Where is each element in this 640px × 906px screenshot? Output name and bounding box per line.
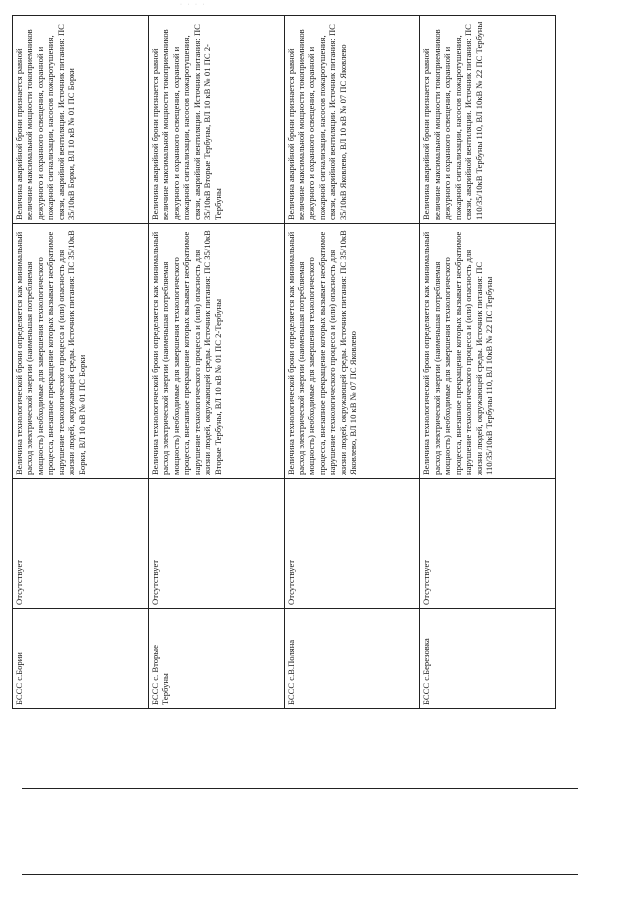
table-row <box>148 16 284 709</box>
cell-object-name: БССС с.Березовка <box>420 609 556 709</box>
cell-object-name: БССС с.В.Поляна <box>284 609 420 709</box>
cell-emergency-reserve: Величина аварийной брони признается равной величине максимальной мощности токоприемников дежурного и охранного освещения, охранной и пожарной сигнализации, насосов пожаротушения, связи, аварийной вентиляции. Источник питания: ПС 110/35/10кВ Тербуны 110, ВЛ 10кВ № 22 ПС Тербуны <box>420 16 556 224</box>
cell-emergency-reserve: Величина аварийной брони признается равной величине максимальной мощности токоприемников дежурного и охранного освещения, охранной и пожарной сигнализации, насосов пожаротушения, связи, аварийной вентиляции. Источник питания: ПС 35/10кВ Яковлево, ВЛ 10 кВ № 07 ПС Яковлево <box>284 16 420 224</box>
cell-tech-reserve: Величина технологической брони определяется как минимальный расход электрической энергии (наименьшая потребляемая мощность) необходимые для завершения технологического процесса, внезапное прекращение которых вызывает необратимое нарушение технологического процесса и (или) опасность для жизни людей, окружающей среды. Источник питания: ПС 35/10кВ Вторые Тербуны, ВЛ 10 кВ № 01 ПС 2-Тербуны <box>148 224 284 479</box>
cell-emergency-reserve: Величина аварийной брони признается равной величине максимальной мощности токоприемников дежурного и охранного освещения, охранной и пожарной сигнализации, насосов пожаротушения, связи, аварийной вентиляции. Источник питания: ПС 35/10кВ Борки, ВЛ 10 кВ № 01 ПС Борки <box>13 16 149 224</box>
cell-tech-status: Отсутствует <box>13 479 149 609</box>
table-row <box>284 16 420 709</box>
divider-line <box>22 788 578 789</box>
rotated-table-container <box>12 16 556 709</box>
cell-emergency-reserve: Величина аварийной брони признается равной величине максимальной мощности токоприемников дежурного и охранного освещения, охранной и пожарной сигнализации, насосов пожаротушения, связи, аварийной вентиляции. Источник питания: ПС 35/10кВ Вторые Тербуны, ВЛ 10 кВ № 01 ПС 2-Тербуны <box>148 16 284 224</box>
page-number-mark: · · · · <box>180 2 207 8</box>
cell-tech-status: Отсутствует <box>148 479 284 609</box>
cell-tech-reserve: Величина технологической брони определяется как минимальный расход электрической энергии (наименьшая потребляемая мощность) необходимые для завершения технологического процесса, внезапное прекращение которых вызывает необратимое нарушение технологического процесса и (или) опасность для жизни людей, окружающей среды. Источник питания: ПС 35/10кВ Борки, ВЛ 10 кВ № 01 ПС Борки <box>13 224 149 479</box>
cell-tech-reserve: Величина технологической брони определяется как минимальный расход электрической энергии (наименьшая потребляемая мощность) необходимые для завершения технологического процесса, внезапное прекращение которых вызывает необратимое нарушение технологического процесса и (или) опасность для жизни людей, окружающей среды. Источник питания: ПС 110/35/10кВ Тербуны 110, ВЛ 10кВ № 22 ПС Тербуны <box>420 224 556 479</box>
table-row <box>13 16 149 709</box>
reservation-table <box>12 15 556 709</box>
cell-tech-status: Отсутствует <box>284 479 420 609</box>
cell-object-name: БССС с.Бории <box>13 609 149 709</box>
cell-tech-reserve: Величина технологической брони определяется как минимальный расход электрической энергии (наименьшая потребляемая мощность) необходимые для завершения технологического процесса, внезапное прекращение которых вызывает необратимое нарушение технологического процесса и (или) опасность для жизни людей, окружающей среды. Источник питания: ПС 35/10кВ Яковлево, ВЛ 10 кВ № 07 ПС Яковлево <box>284 224 420 479</box>
table-row <box>420 16 556 709</box>
divider-line <box>22 874 578 875</box>
cell-object-name: БССС с. Вторые Тербуны <box>148 609 284 709</box>
cell-tech-status: Отсутствует <box>420 479 556 609</box>
